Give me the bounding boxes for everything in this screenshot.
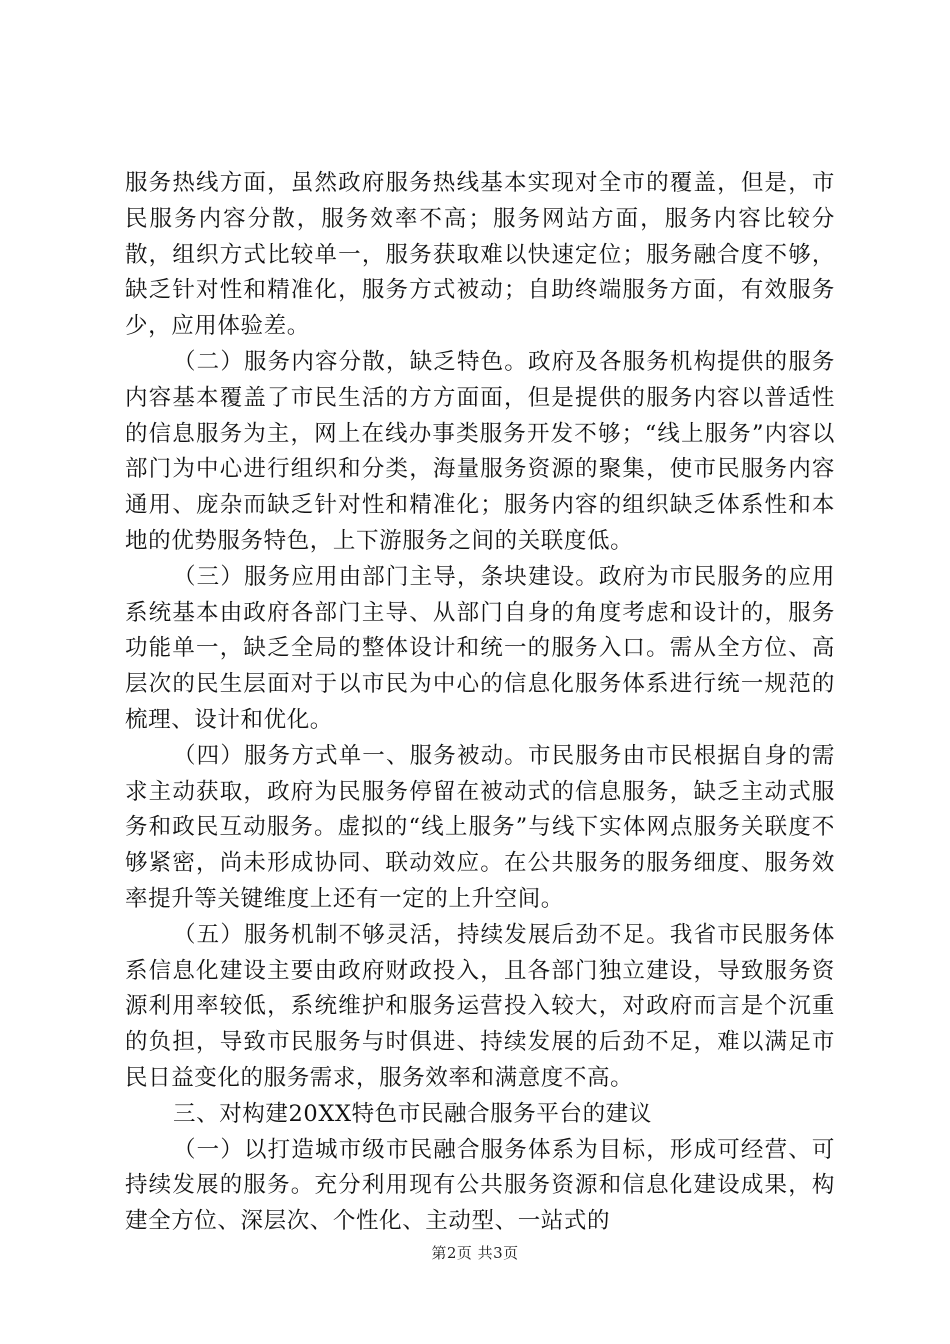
section-heading-suggestions: 三、对构建20XX特色市民融合服务平台的建议 — [173, 1100, 652, 1127]
document-body — [125, 166, 835, 1240]
paragraph-service-channels: 服务热线方面，虽然政府服务热线基本实现对全市的覆盖，但是，市民服务内容分散，服务效率不高；服务网站方面，服务内容比较分散，组织方式比较单一，服务获取难以快速定位；服务融合度不够，缺乏针对性和精准化，服务方式被动；自助终端服务方面，有效服务少，应用体验差。 — [125, 170, 835, 340]
paragraph-city-level-platform: （一）以打造城市级市民融合服务体系为目标，形成可经营、可持续发展的服务。充分利用现有公共服务资源和信息化建设成果，构建全方位、深层次、个性化、主动型、一站式的 — [125, 1136, 835, 1235]
page-number-footer: 第2页 共3页 — [431, 1244, 519, 1262]
paragraph-content-scattered: （二）服务内容分散，缺乏特色。政府及各服务机构提供的服务内容基本覆盖了市民生活的方方面面，但是提供的服务内容以普适性的信息服务为主，网上在线办事类服务开发不够；“线上服务”内容以部门为中心进行组织和分类，海量服务资源的聚集，使市民服务内容通用、庞杂而缺乏针对性和精准化；服务内容的组织缺乏体系性和本地的优势服务特色，上下游服务之间的关联度低。 — [125, 348, 835, 554]
paragraph-department-led: （三）服务应用由部门主导，条块建设。政府为市民服务的应用系统基本由政府各部门主导、从部门自身的角度考虑和设计的，服务功能单一，缺乏全局的整体设计和统一的服务入口。需从全方位、高层次的民生层面对于以市民为中心的信息化服务体系进行统一规范的梳理、设计和优化。 — [125, 563, 835, 733]
paragraph-inflexible-mechanism: （五）服务机制不够灵活，持续发展后劲不足。我省市民服务体系信息化建设主要由政府财政投入，且各部门独立建设，导致服务资源利用率较低，系统维护和服务运营投入较大，对政府而言是个沉重的负担，导致市民服务与时俱进、持续发展的后劲不足，难以满足市民日益变化的服务需求，服务效率和满意度不高。 — [125, 921, 835, 1091]
paragraph-passive-service: （四）服务方式单一、服务被动。市民服务由市民根据自身的需求主动获取，政府为民服务停留在被动式的信息服务，缺乏主动式服务和政民互动服务。虚拟的“线上服务”与线下实体网点服务关联度不够紧密，尚未形成协同、联动效应。在公共服务的服务细度、服务效率提升等关键维度上还有一定的上升空间。 — [125, 742, 835, 912]
